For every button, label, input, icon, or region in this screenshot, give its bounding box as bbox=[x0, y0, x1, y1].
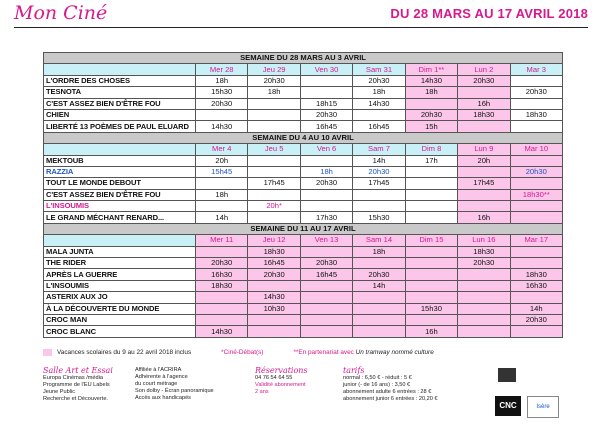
showtime: 14h30 bbox=[353, 98, 405, 109]
showtime: 18h bbox=[248, 87, 300, 98]
showtime: 20h30 bbox=[353, 269, 405, 280]
film-title: L'INSOUMIS bbox=[44, 280, 196, 291]
film-title: APRÈS LA GUERRE bbox=[44, 269, 196, 280]
week-header: SEMAINE DU 4 AU 10 AVRIL bbox=[44, 132, 563, 143]
day-header: Mar 10 bbox=[510, 144, 562, 155]
showtime bbox=[300, 201, 352, 212]
film-title: RAZZIA bbox=[44, 166, 196, 177]
showtime bbox=[458, 121, 510, 132]
showtime: 15h30 bbox=[405, 303, 457, 314]
showtime: 16h bbox=[458, 98, 510, 109]
showtime: 10h30 bbox=[248, 303, 300, 314]
film-row bbox=[44, 303, 563, 314]
film-title: TOUT LE MONDE DEBOUT bbox=[44, 178, 196, 189]
showtime bbox=[405, 166, 457, 177]
day-header: Ven 13 bbox=[300, 235, 352, 246]
film-title: CROC MAN bbox=[44, 314, 196, 325]
acrira-line: Adhérente à l'agence bbox=[135, 374, 188, 381]
showtime bbox=[458, 87, 510, 98]
day-header: Mer 28 bbox=[196, 64, 248, 75]
salle-heading: Salle Art et Essai bbox=[43, 366, 113, 375]
footer-col-acrira bbox=[135, 367, 214, 402]
day-header-blank bbox=[44, 64, 196, 75]
showtime bbox=[458, 269, 510, 280]
film-row bbox=[44, 87, 563, 98]
showtime bbox=[510, 212, 562, 223]
showtime bbox=[405, 98, 457, 109]
acrira-line: Accès aux handicapés bbox=[135, 395, 191, 402]
film-row bbox=[44, 212, 563, 223]
showtime: 17h30 bbox=[300, 212, 352, 223]
showtime: 20h30 bbox=[458, 258, 510, 269]
showtime: 16h45 bbox=[300, 269, 352, 280]
showtime: 20h30 bbox=[300, 258, 352, 269]
showtime bbox=[458, 201, 510, 212]
film-title: L'ORDRE DES CHOSES bbox=[44, 75, 196, 86]
showtime bbox=[458, 189, 510, 200]
showtime: 14h30 bbox=[405, 75, 457, 86]
film-title: L'INSOUMIS bbox=[44, 201, 196, 212]
showtime: 20h30 bbox=[405, 109, 457, 120]
showtime: 18h30 bbox=[458, 109, 510, 120]
showtime: 20h30 bbox=[196, 98, 248, 109]
day-header-blank bbox=[44, 144, 196, 155]
tarif-line: normal : 6,50 € - réduit : 5 € bbox=[343, 375, 412, 382]
showtime bbox=[458, 303, 510, 314]
showtime bbox=[510, 75, 562, 86]
cnc-logo: CNC bbox=[495, 396, 521, 416]
showtime: 15h bbox=[405, 121, 457, 132]
showtime: 15h30 bbox=[196, 87, 248, 98]
showtime bbox=[458, 326, 510, 337]
day-header: Jeu 12 bbox=[248, 235, 300, 246]
day-header: Dim 1** bbox=[405, 64, 457, 75]
legend-partenariat-name: Un tramway nommé culture bbox=[355, 349, 434, 357]
showtime: 15h30 bbox=[353, 212, 405, 223]
showtime bbox=[405, 246, 457, 257]
legend-vacances: Vacances scolaires du 9 au 22 avril 2018 inclus bbox=[57, 349, 192, 357]
showtime bbox=[405, 178, 457, 189]
day-header: Ven 30 bbox=[300, 64, 352, 75]
showtime: 17h45 bbox=[248, 178, 300, 189]
showtime bbox=[196, 178, 248, 189]
showtime bbox=[405, 292, 457, 303]
day-header: Sam 31 bbox=[353, 64, 405, 75]
showtime: 14h bbox=[353, 155, 405, 166]
showtime: 14h30 bbox=[248, 292, 300, 303]
film-title: ASTERIX AUX JO bbox=[44, 292, 196, 303]
acrira-line: Son dolby - Écran panoramique bbox=[135, 388, 214, 395]
acrira-line: Affiliée à l'ACRIRA bbox=[135, 367, 182, 373]
film-title: THE RIDER bbox=[44, 258, 196, 269]
showtime bbox=[300, 155, 352, 166]
reservations-heading: Réservations bbox=[255, 366, 308, 375]
showtime: 18h30 bbox=[510, 269, 562, 280]
film-row bbox=[44, 178, 563, 189]
footer-col-tarifs bbox=[343, 367, 438, 403]
showtime: 15h45 bbox=[196, 166, 248, 177]
film-title: TESNOTA bbox=[44, 87, 196, 98]
showtime: 16h bbox=[405, 326, 457, 337]
film-title: CHIEN bbox=[44, 109, 196, 120]
showtime: 16h30 bbox=[196, 269, 248, 280]
showtime bbox=[300, 87, 352, 98]
showtime: 18h30** bbox=[510, 189, 562, 200]
showtime bbox=[353, 258, 405, 269]
week-header: SEMAINE DU 28 MARS AU 3 AVRIL bbox=[44, 53, 563, 64]
showtime bbox=[510, 326, 562, 337]
showtime: 16h30 bbox=[510, 280, 562, 291]
reservations-phone: 04 76 54 64 55 bbox=[255, 375, 293, 382]
day-header: Sam 14 bbox=[353, 235, 405, 246]
showtime: 14h bbox=[353, 280, 405, 291]
showtime bbox=[405, 314, 457, 325]
day-header: Mar 17 bbox=[510, 235, 562, 246]
showtime bbox=[300, 75, 352, 86]
date-range: DU 28 MARS AU 17 AVRIL 2018 bbox=[390, 6, 588, 21]
day-header: Lun 16 bbox=[458, 235, 510, 246]
showtime: 20h30 bbox=[510, 87, 562, 98]
showtime bbox=[248, 98, 300, 109]
showtime: 20h30 bbox=[510, 314, 562, 325]
isere-logo: Isère bbox=[527, 396, 559, 418]
showtime: 14h30 bbox=[196, 326, 248, 337]
showtime: 20h* bbox=[248, 201, 300, 212]
showtime: 18h15 bbox=[300, 98, 352, 109]
showtime: 18h bbox=[196, 189, 248, 200]
film-title: C'EST ASSEZ BIEN D'ÊTRE FOU bbox=[44, 189, 196, 200]
showtime: 14h30 bbox=[196, 121, 248, 132]
showtime bbox=[510, 98, 562, 109]
showtime: 20h bbox=[196, 155, 248, 166]
showtime: 18h bbox=[353, 246, 405, 257]
showtime bbox=[353, 292, 405, 303]
legend-partenariat: **En partenariat avec bbox=[293, 349, 356, 357]
showtime bbox=[405, 258, 457, 269]
showtime bbox=[300, 326, 352, 337]
film-row bbox=[44, 121, 563, 132]
showtime: 17h bbox=[405, 155, 457, 166]
showtime bbox=[300, 280, 352, 291]
showtime: 14h bbox=[510, 303, 562, 314]
film-row bbox=[44, 326, 563, 337]
showtime bbox=[248, 109, 300, 120]
showtime bbox=[353, 201, 405, 212]
showtime bbox=[300, 292, 352, 303]
showtime: 17h45 bbox=[353, 178, 405, 189]
showtime bbox=[196, 303, 248, 314]
film-row bbox=[44, 246, 563, 257]
showtime bbox=[353, 314, 405, 325]
reservations-line: Validité abonnement bbox=[255, 382, 306, 389]
salle-line: Programme de l'EU Labels bbox=[43, 382, 110, 389]
showtime: 18h30 bbox=[458, 246, 510, 257]
showtime bbox=[248, 326, 300, 337]
reservations-line: 2 ans bbox=[255, 389, 269, 396]
showtime bbox=[405, 201, 457, 212]
header-divider bbox=[14, 27, 588, 28]
film-row bbox=[44, 201, 563, 212]
showtime bbox=[353, 189, 405, 200]
week-header: SEMAINE DU 11 AU 17 AVRIL bbox=[44, 223, 563, 234]
showtime bbox=[248, 314, 300, 325]
showtime: 17h45 bbox=[458, 178, 510, 189]
showtime: 18h30 bbox=[196, 280, 248, 291]
film-title: LIBERTÉ 13 POÈMES DE PAUL ELUARD bbox=[44, 121, 196, 132]
tarif-line: junior (- de 16 ans) : 3,50 € bbox=[343, 382, 411, 389]
showtime bbox=[405, 212, 457, 223]
vacances-swatch bbox=[43, 349, 52, 356]
showtime bbox=[458, 280, 510, 291]
showtime: 16h45 bbox=[300, 121, 352, 132]
showtime bbox=[248, 121, 300, 132]
day-header: Mer 11 bbox=[196, 235, 248, 246]
day-header: Lun 2 bbox=[458, 64, 510, 75]
showtime: 20h30 bbox=[196, 258, 248, 269]
film-row bbox=[44, 314, 563, 325]
tarif-line: abonnement junior 6 entrées : 20,20 € bbox=[343, 396, 438, 403]
showtime bbox=[510, 246, 562, 257]
film-row bbox=[44, 189, 563, 200]
tarif-line: abonnement adulte 6 entrées : 28 € bbox=[343, 389, 432, 396]
day-header: Dim 8 bbox=[405, 144, 457, 155]
showtime: 18h30 bbox=[510, 109, 562, 120]
showtime: 18h bbox=[353, 87, 405, 98]
acrira-line: du court métrage bbox=[135, 381, 178, 388]
showtime bbox=[405, 269, 457, 280]
day-header: Mar 3 bbox=[510, 64, 562, 75]
day-header: Mer 4 bbox=[196, 144, 248, 155]
showtime bbox=[353, 326, 405, 337]
film-row bbox=[44, 269, 563, 280]
showtime bbox=[510, 155, 562, 166]
salle-line: Jeune Public bbox=[43, 389, 76, 396]
showtime: 20h30 bbox=[300, 178, 352, 189]
film-row bbox=[44, 109, 563, 120]
showtime bbox=[458, 292, 510, 303]
showtime: 20h30 bbox=[510, 166, 562, 177]
showtime: 18h bbox=[405, 87, 457, 98]
showtime bbox=[248, 155, 300, 166]
showtime bbox=[510, 258, 562, 269]
film-title: MALA JUNTA bbox=[44, 246, 196, 257]
footer-col-reservations bbox=[255, 367, 308, 396]
day-header: Ven 6 bbox=[300, 144, 352, 155]
showtime: 16h45 bbox=[248, 258, 300, 269]
legend bbox=[43, 349, 434, 356]
showtime bbox=[196, 246, 248, 257]
day-header: Jeu 5 bbox=[248, 144, 300, 155]
footer-col-salle bbox=[43, 367, 113, 403]
showtime: 20h30 bbox=[248, 269, 300, 280]
showtime: 20h bbox=[458, 155, 510, 166]
showtime bbox=[300, 314, 352, 325]
film-title: CROC BLANC bbox=[44, 326, 196, 337]
showtime bbox=[353, 109, 405, 120]
showtime bbox=[196, 201, 248, 212]
showtime: 16h bbox=[458, 212, 510, 223]
film-row bbox=[44, 75, 563, 86]
showtime bbox=[300, 189, 352, 200]
film-row bbox=[44, 280, 563, 291]
film-row bbox=[44, 155, 563, 166]
showtime: 18h bbox=[196, 75, 248, 86]
showtime bbox=[510, 201, 562, 212]
page-title: Mon Ciné bbox=[14, 2, 108, 24]
day-header-blank bbox=[44, 235, 196, 246]
showtime bbox=[248, 280, 300, 291]
salle-line: Recherche et Découverte. bbox=[43, 396, 108, 403]
tarifs-heading: tarifs bbox=[343, 366, 365, 375]
showtime: 18h bbox=[300, 166, 352, 177]
film-row bbox=[44, 292, 563, 303]
film-title: LE GRAND MÉCHANT RENARD... bbox=[44, 212, 196, 223]
showtime bbox=[196, 109, 248, 120]
showtime bbox=[248, 189, 300, 200]
showtime: 20h30 bbox=[458, 75, 510, 86]
showtime: 16h45 bbox=[353, 121, 405, 132]
film-title: À LA DÉCOUVERTE DU MONDE bbox=[44, 303, 196, 314]
day-header: Sam 7 bbox=[353, 144, 405, 155]
showtime: 20h30 bbox=[353, 166, 405, 177]
showtime: 20h30 bbox=[300, 109, 352, 120]
showtime: 20h30 bbox=[248, 75, 300, 86]
film-title: MEKTOUB bbox=[44, 155, 196, 166]
showtime bbox=[458, 166, 510, 177]
showtime bbox=[458, 314, 510, 325]
showtime: 14h bbox=[196, 212, 248, 223]
showtime bbox=[405, 280, 457, 291]
day-header: Dim 15 bbox=[405, 235, 457, 246]
showtime bbox=[248, 166, 300, 177]
day-header: Lun 9 bbox=[458, 144, 510, 155]
schedule-table bbox=[43, 52, 563, 338]
showtime bbox=[248, 212, 300, 223]
logo-icon bbox=[498, 368, 516, 382]
showtime bbox=[300, 303, 352, 314]
film-title: C'EST ASSEZ BIEN D'ÊTRE FOU bbox=[44, 98, 196, 109]
showtime bbox=[510, 292, 562, 303]
showtime bbox=[510, 121, 562, 132]
showtime bbox=[353, 303, 405, 314]
showtime bbox=[196, 292, 248, 303]
showtime bbox=[196, 314, 248, 325]
film-row bbox=[44, 166, 563, 177]
salle-line: Europa Cinémas /média bbox=[43, 375, 104, 382]
day-header: Jeu 29 bbox=[248, 64, 300, 75]
showtime bbox=[405, 189, 457, 200]
legend-cine-debat: *Ciné-Débat(s) bbox=[221, 349, 264, 357]
showtime: 20h30 bbox=[353, 75, 405, 86]
showtime: 18h30 bbox=[248, 246, 300, 257]
footer bbox=[43, 367, 563, 421]
showtime bbox=[300, 246, 352, 257]
film-row bbox=[44, 258, 563, 269]
showtime bbox=[510, 178, 562, 189]
film-row bbox=[44, 98, 563, 109]
